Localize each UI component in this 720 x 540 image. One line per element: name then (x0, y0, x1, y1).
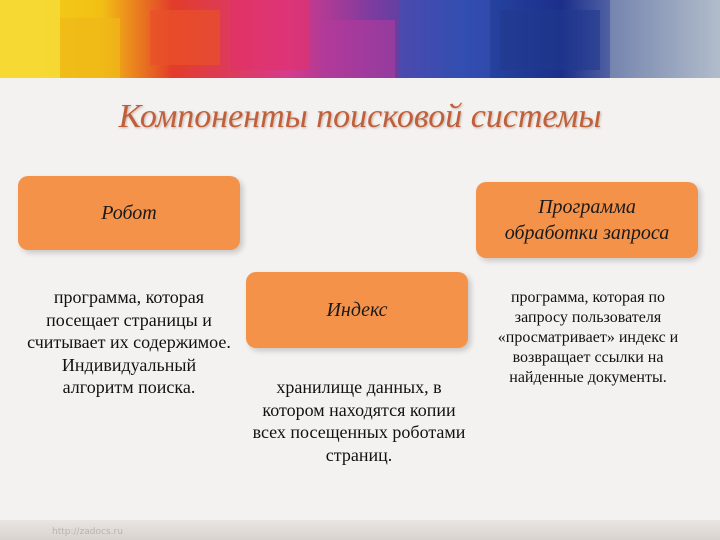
query-processor-box (476, 182, 698, 258)
robot-description: программа, которая посещает страницы и считывает их содержимое. Индивидуальный алгоритм поиска. (27, 287, 231, 397)
robot-box (18, 176, 240, 250)
query-processor-description: программа, которая по запросу пользователя «просматривает» индекс и возвращает ссылки на найденные документы. (497, 289, 679, 386)
index-box (246, 272, 468, 348)
footer-url: http://zadocs.ru (52, 527, 123, 537)
decorative-banner (0, 0, 720, 78)
index-label: Индекс (326, 299, 388, 321)
slide-title: Компоненты поисковой системы (118, 98, 602, 135)
index-description: хранилище данных, в котором находятся копии всех посещенных роботами страниц. (252, 377, 466, 465)
query-processor-label: Программа обработки запроса (504, 196, 670, 244)
robot-label: Робот (101, 202, 157, 224)
